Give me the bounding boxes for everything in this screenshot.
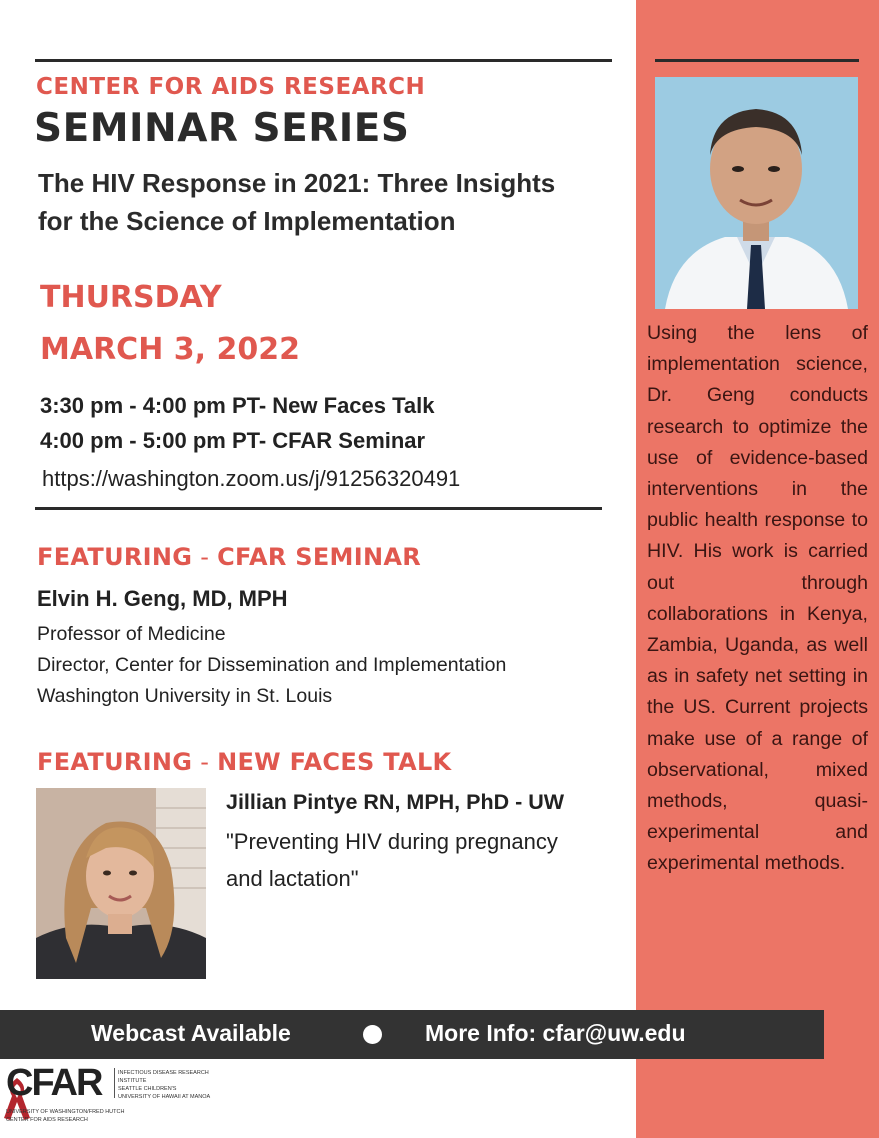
- event-date: MARCH 3, 2022: [40, 332, 300, 367]
- featuring-type: CFAR SEMINAR: [217, 543, 421, 571]
- featuring-new-faces-heading: [37, 748, 451, 776]
- sidebar-top-rule: [655, 59, 859, 62]
- speaker-photo-pintye: [36, 788, 206, 979]
- partner-uh-manoa: UNIVERSITY OF HAWAII AT MANOA: [118, 1094, 211, 1100]
- time-cfar-seminar: 4:00 pm - 5:00 pm PT- CFAR Seminar: [40, 428, 426, 453]
- event-bottom-rule: [35, 507, 602, 510]
- logo-partners: [118, 1069, 238, 1101]
- seminar-title-line2: for the Science of Implementation: [38, 206, 456, 236]
- speaker-institution: Washington University in St. Louis: [37, 685, 333, 707]
- speaker-photo-geng: [655, 77, 858, 309]
- bullet-dot-icon: [363, 1025, 382, 1044]
- webcast-label: Webcast Available: [91, 1020, 291, 1046]
- event-times: [40, 388, 435, 458]
- featuring-label: FEATURING: [37, 748, 193, 776]
- logo-sub-line1: UNIVERSITY OF WASHINGTON/FRED HUTCH: [6, 1109, 125, 1115]
- header-top-rule: [35, 59, 612, 62]
- featuring-label: FEATURING: [37, 543, 193, 571]
- series-title: SEMINAR SERIES: [34, 106, 410, 151]
- partner-seattle-childrens: SEATTLE CHILDREN'S: [118, 1086, 177, 1092]
- heading-dash: -: [192, 543, 218, 571]
- speaker-role: Director, Center for Dissemination and Implementation: [37, 654, 507, 676]
- speaker-bio: Using the lens of implementation science, Dr. Geng conducts research to optimize the use of evidence-based interventions in the public health response to HIV. His work is carried out through collaborations in Kenya, Zambia, Uganda, as well as in safety net setting in the US. Current projects make use of a range of observational, mixed methods, quasi-experimental and experimental methods.: [647, 322, 868, 875]
- seminar-speaker-name: Elvin H. Geng, MD, MPH: [37, 586, 288, 611]
- talk-title-line2: and lactation": [226, 866, 359, 891]
- center-name: CENTER FOR AIDS RESEARCH: [36, 74, 426, 100]
- heading-dash: -: [192, 748, 218, 776]
- more-info-contact[interactable]: More Info: cfar@uw.edu: [425, 1020, 686, 1046]
- seminar-speaker-affiliation: [37, 619, 506, 712]
- talk-title-line1: "Preventing HIV during pregnancy: [226, 829, 558, 854]
- cfar-wordmark: CFAR: [6, 1062, 102, 1104]
- featuring-type: NEW FACES TALK: [217, 748, 452, 776]
- partner-idri: INFECTIOUS DISEASE RESEARCH INSTITUTE: [118, 1070, 209, 1084]
- logo-sub-line2: CENTER FOR AIDS RESEARCH: [6, 1117, 88, 1123]
- seminar-title-line1: The HIV Response in 2021: Three Insights: [38, 168, 556, 198]
- event-day: THURSDAY: [40, 280, 222, 315]
- new-faces-talk-title: [226, 823, 646, 897]
- logo-divider: [114, 1068, 115, 1098]
- time-new-faces: 3:30 pm - 4:00 pm PT- New Faces Talk: [40, 393, 435, 418]
- zoom-link[interactable]: https://washington.zoom.us/j/91256320491: [42, 466, 461, 491]
- speaker-title: Professor of Medicine: [37, 623, 226, 645]
- footer-bar: [0, 1010, 824, 1059]
- featuring-seminar-heading: [37, 543, 421, 571]
- seminar-title: [38, 164, 638, 240]
- new-faces-speaker-name: Jillian Pintye RN, MPH, PhD - UW: [226, 790, 565, 814]
- logo-subtitle: [6, 1108, 166, 1124]
- cfar-logo: [2, 1062, 232, 1136]
